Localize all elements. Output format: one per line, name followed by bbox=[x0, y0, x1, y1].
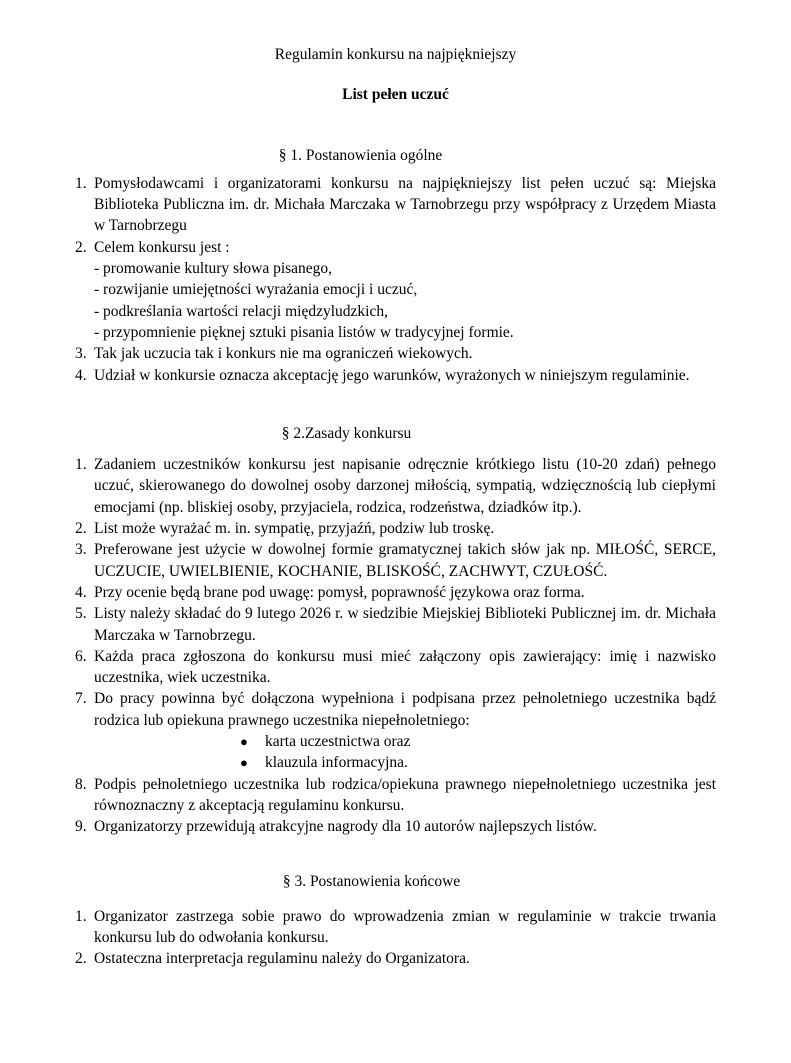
list-item-text: Udział w konkursie oznacza akceptację jego warunków, wyrażonych w niniejszym regulaminie. bbox=[94, 366, 690, 384]
bullet-icon: ● bbox=[240, 755, 248, 771]
section-2 bbox=[75, 423, 716, 838]
list-item-subline: - przypomnienie pięknej sztuki pisania listów w tradycyjnej formie. bbox=[94, 323, 514, 341]
list-item bbox=[75, 173, 716, 237]
list-item-text: Każda praca zgłoszona do konkursu musi mieć załączony opis zawierający: imię i nazwisko uczestnika, wiek uczestnika. bbox=[94, 647, 716, 687]
list-item bbox=[75, 816, 716, 837]
list-item bbox=[75, 365, 716, 386]
document-subtitle: List pełen uczuć bbox=[342, 86, 449, 104]
list-item-subline: - podkreślania wartości relacji międzyludzkich, bbox=[94, 302, 388, 320]
bullet-item bbox=[94, 731, 716, 752]
section-item-list bbox=[75, 454, 716, 837]
list-item-number: 1. bbox=[75, 174, 87, 192]
list-item-number: 1. bbox=[75, 907, 87, 925]
document-body bbox=[75, 145, 716, 970]
list-item bbox=[75, 688, 716, 773]
list-item bbox=[75, 774, 716, 817]
list-item bbox=[75, 237, 716, 343]
list-item-number: 5. bbox=[75, 605, 87, 623]
list-item-number: 6. bbox=[75, 647, 87, 665]
list-item-text: Organizatorzy przewidują atrakcyjne nagrody dla 10 autorów najlepszych listów. bbox=[94, 818, 597, 836]
bullet-icon: ● bbox=[240, 734, 248, 750]
section-heading: § 2.Zasady konkursu bbox=[281, 424, 412, 442]
list-item-text: Ostateczna interpretacja regulaminu należy do Organizatora. bbox=[94, 950, 470, 968]
document-title: Regulamin konkursu na najpiękniejszy bbox=[274, 46, 517, 63]
list-item bbox=[75, 906, 716, 949]
list-item bbox=[75, 646, 716, 689]
list-item-number: 7. bbox=[75, 690, 87, 708]
list-item-text: Przy ocenie będą brane pod uwagę: pomysł, poprawność językowa oraz forma. bbox=[94, 583, 585, 601]
list-item-number: 3. bbox=[75, 345, 87, 363]
list-item bbox=[75, 454, 716, 518]
bullet-item bbox=[94, 752, 716, 773]
section-3 bbox=[75, 871, 716, 970]
section-heading: § 1. Postanowienia ogólne bbox=[278, 146, 443, 164]
list-item-number: 4. bbox=[75, 583, 87, 601]
list-item-text: Do pracy powinna być dołączona wypełniona i podpisana przez pełnoletniego uczestnika bądź rodzica lub opiekuna prawnego uczestnika niepełnoletniego: bbox=[94, 690, 716, 729]
list-item-number: 1. bbox=[75, 456, 87, 474]
list-item-text: Zadaniem uczestników konkursu jest napisanie odręcznie krótkiego listu (10-20 zdań) pełnego uczuć, skierowanego do dowolnej osoby darzonej miłością, sympatią, wdzięcznością lub ciepłymi emocjami (np. bliskiej osoby, przyjaciela, rodzica, rodzeństwa, dziadków itp.). bbox=[94, 456, 716, 516]
bullet-list bbox=[94, 731, 716, 774]
list-item-text: Pomysłodawcami i organizatorami konkursu na najpiękniejszy list pełen uczuć są: Miejska Biblioteka Publiczna im. dr. Michała Marczaka w Tarnobrzegu przy współpracy z Urzędem Miasta w Tarnobrzegu bbox=[94, 174, 716, 235]
list-item bbox=[75, 582, 716, 603]
list-item-number: 2. bbox=[75, 520, 87, 538]
list-item bbox=[75, 603, 716, 646]
bullet-item-text: karta uczestnictwa oraz bbox=[265, 733, 411, 751]
list-item-text: Preferowane jest użycie w dowolnej formie gramatycznej takich słów jak np. MIŁOŚĆ, SERCE, UCZUCIE, UWIELBIENIE, KOCHANIE, BLISKOŚĆ, ZACHWYT, CZUŁOŚĆ. bbox=[94, 541, 716, 580]
list-item-text: Celem konkursu jest : bbox=[94, 238, 230, 256]
section-1 bbox=[75, 145, 716, 386]
list-item bbox=[75, 539, 716, 582]
section-heading: § 3. Postanowienia końcowe bbox=[282, 872, 461, 890]
list-item-text: Podpis pełnoletniego uczestnika lub rodzica/opiekuna prawnego niepełnoletniego uczestnika jest równoznaczny z akceptacją regulaminu konkursu. bbox=[94, 775, 716, 814]
list-item-number: 2. bbox=[75, 950, 87, 968]
list-item-number: 3. bbox=[75, 541, 87, 559]
list-item bbox=[75, 518, 716, 539]
list-item-number: 4. bbox=[75, 366, 87, 384]
bullet-item-text: klauzula informacyjna. bbox=[265, 754, 408, 772]
list-item-number: 9. bbox=[75, 818, 87, 836]
list-item-text: Listy należy składać do 9 lutego 2026 r. w siedzibie Miejskiej Biblioteki Publicznej im. dr. Michała Marczaka w Tarnobrzegu. bbox=[94, 605, 716, 644]
section-item-list bbox=[75, 906, 716, 970]
list-item-subline: - promowanie kultury słowa pisanego, bbox=[94, 260, 333, 278]
list-item-subline: - rozwijanie umiejętności wyrażania emocji i uczuć, bbox=[94, 281, 418, 299]
document-header bbox=[75, 44, 716, 106]
list-item-number: 2. bbox=[75, 238, 87, 256]
list-item-text: List może wyrażać m. in. sympatię, przyjaźń, podziw lub troskę. bbox=[94, 520, 495, 538]
list-item-number: 8. bbox=[75, 775, 87, 793]
list-item-text: Organizator zastrzega sobie prawo do wprowadzenia zmian w regulaminie w trakcie trwania konkursu lub do odwołania konkursu. bbox=[94, 907, 716, 947]
section-item-list bbox=[75, 173, 716, 386]
list-item bbox=[75, 948, 716, 969]
list-item-text: Tak jak uczucia tak i konkurs nie ma ograniczeń wiekowych. bbox=[94, 345, 473, 363]
list-item bbox=[75, 343, 716, 364]
